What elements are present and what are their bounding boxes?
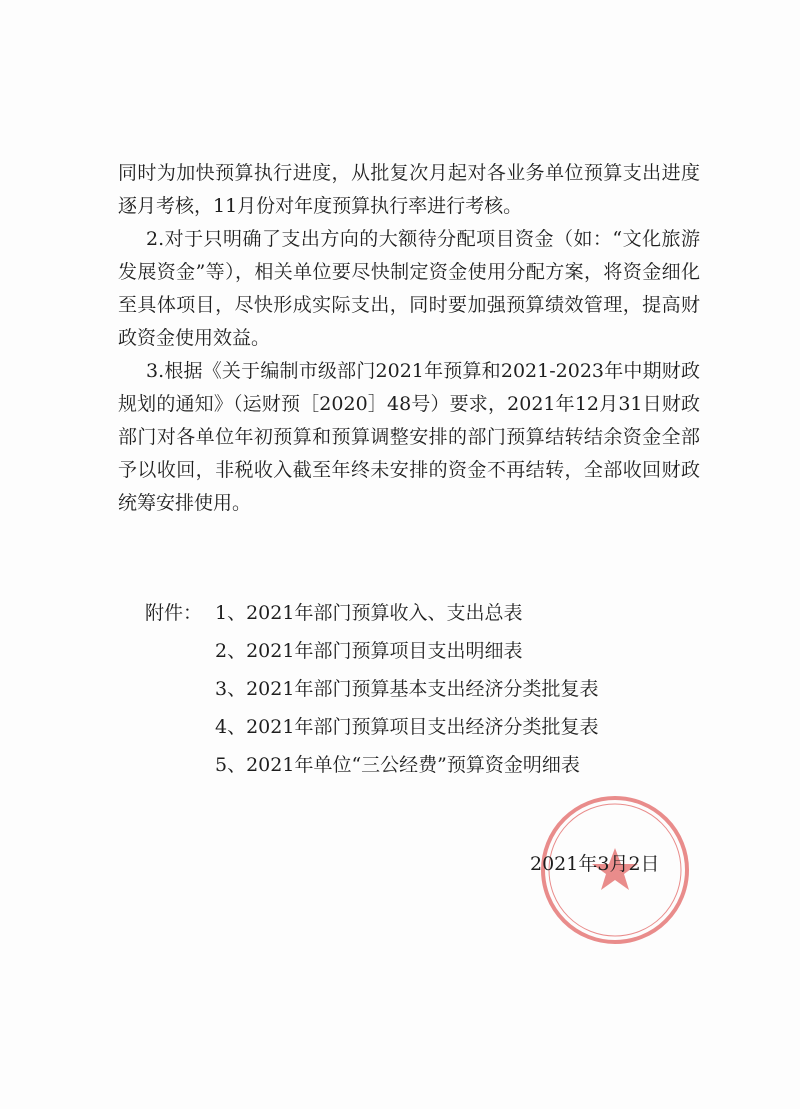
- document-body: [118, 157, 700, 520]
- attachments-list: [145, 594, 598, 784]
- attachments-label: 附件：: [145, 602, 203, 624]
- document-date: 2021年3月2日: [530, 853, 660, 875]
- paragraph-continuation: 同时为加快预算执行进度，从批复次月起对各业务单位预算支出进度逐月考核，11月份对年度预算执行率进行考核。: [118, 162, 700, 217]
- attachment-item: [145, 670, 598, 708]
- paragraph-item-2: 2.对于只明确了支出方向的大额待分配项目资金（如：“文化旅游发展资金”等），相关单位要尽快制定资金使用分配方案，将资金细化至具体项目，尽快形成实际支出，同时要加强预算绩效管理，提高财政资金使用效益。: [118, 228, 700, 349]
- attachment-item: [145, 632, 598, 670]
- attachment-item: [145, 594, 598, 632]
- attachment-title: 5、2021年单位“三公经费”预算资金明细表: [215, 754, 580, 776]
- attachment-item: [145, 746, 598, 784]
- attachment-title: 4、2021年部门预算项目支出经济分类批复表: [215, 716, 599, 738]
- attachment-title: 1、2021年部门预算收入、支出总表: [215, 602, 523, 624]
- paragraph-item-3: 3.根据《关于编制市级部门2021年预算和2021-2023年中期财政规划的通知》（运财预［2020］48号）要求，2021年12月31日财政部门对各单位年初预算和预算调整安排的部门预算结转结余资金全部予以收回，非税收入截至年终未安排的资金不再结转，全部收回财政统筹安排使用。: [118, 360, 700, 514]
- attachment-title: 2、2021年部门预算项目支出明细表: [215, 640, 523, 662]
- attachment-item: [145, 708, 598, 746]
- attachment-title: 3、2021年部门预算基本支出经济分类批复表: [215, 678, 599, 700]
